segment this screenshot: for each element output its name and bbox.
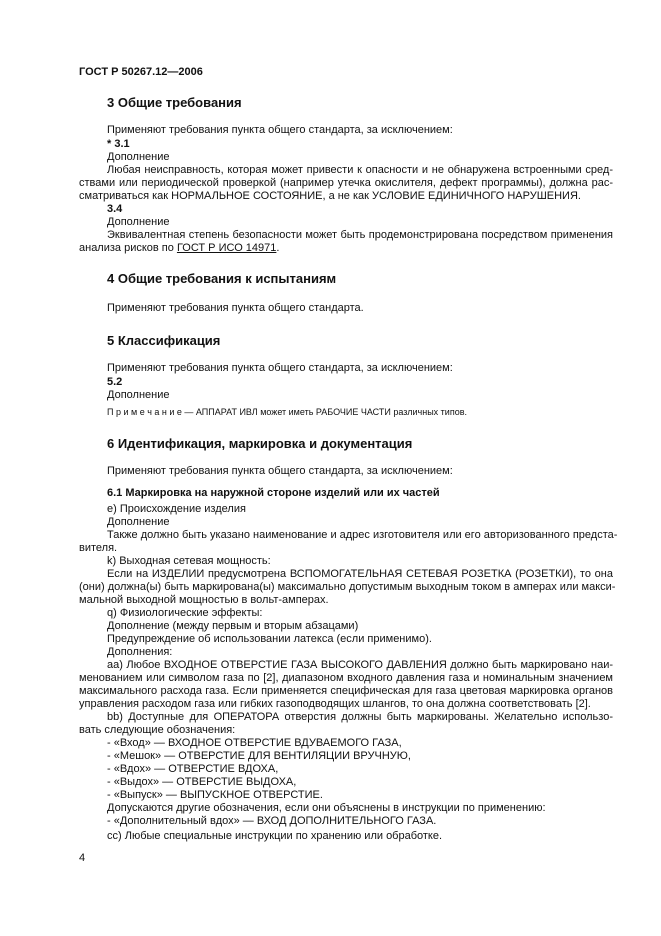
clause-3-1-text-3: сматриваться как НОРМАЛЬНОЕ СОСТОЯНИЕ, а не как УСЛОВИЕ ЕДИНИЧНОГО НАРУШЕНИЯ. — [79, 190, 581, 202]
document-header: ГОСТ Р 50267.12—2006 — [79, 66, 203, 78]
item-bb-text-2: вать следующие обозначения: — [79, 724, 236, 736]
list-item: - «Вход» — ВХОДНОЕ ОТВЕРСТИЕ ВДУВАЕМОГО ГАЗА, — [107, 737, 402, 749]
list-item: - «Выдох» — ОТВЕРСТИЕ ВЫДОХА, — [107, 776, 297, 788]
clause-5-2-label: Дополнение — [107, 389, 170, 401]
clause-3-1-text-2: ствами или периодической проверкой (например утечка окислителя, дефект программы), должна рас- — [79, 177, 613, 189]
clause-3-4-text-2-pre: анализа рисков по — [79, 242, 177, 254]
item-e-label: Дополнение — [107, 516, 170, 528]
clause-3-4-label: Дополнение — [107, 216, 170, 228]
item-q-text-2: Предупреждение об использовании латекса (если применимо). — [107, 633, 432, 645]
item-k-text-3: мальной выходной мощностью в вольт-амперах. — [79, 594, 329, 606]
section-5-heading: 5 Классификация — [107, 333, 221, 348]
item-q-text-1: Дополнение (между первым и вторым абзацами) — [107, 620, 359, 632]
item-aa-text-3: максимального расхода газа. Если применяется специфическая для газа цветовая маркировка органов — [79, 685, 613, 697]
item-e-text-1: Также должно быть указано наименование и адрес изготовителя или его авторизованного предста- — [107, 529, 618, 541]
section-4-heading: 4 Общие требования к испытаниям — [107, 271, 337, 286]
section-3-heading: 3 Общие требования — [107, 95, 242, 110]
section-4-text: Применяют требования пункта общего стандарта. — [107, 302, 364, 314]
list-item: - «Мешок» — ОТВЕРСТИЕ ДЛЯ ВЕНТИЛЯЦИИ ВРУЧНУЮ, — [107, 750, 411, 762]
item-q-text-3: Дополнения: — [107, 646, 173, 658]
clause-3-1-number: * 3.1 — [107, 138, 130, 150]
subsection-6-1-heading: 6.1 Маркировка на наружной стороне изделий или их частей — [107, 487, 440, 499]
page-number: 4 — [79, 852, 86, 864]
item-bb-text-1: bb) Доступные для ОПЕРАТОРА отверстия должны быть маркированы. Желательно использо- — [107, 711, 613, 723]
clause-3-4-text-2-post: . — [276, 242, 280, 254]
section-6-heading: 6 Идентификация, маркировка и документация — [107, 436, 413, 451]
item-aa-text-1: aa) Любое ВХОДНОЕ ОТВЕРСТИЕ ГАЗА ВЫСОКОГО ДАВЛЕНИЯ должно быть маркировано наи- — [107, 659, 613, 671]
item-bb-text-4: - «Дополнительный вдох» — ВХОД ДОПОЛНИТЕЛЬНОГО ГАЗА. — [107, 815, 437, 827]
clause-5-2-note: П р и м е ч а н и е — АППАРАТ ИВЛ может иметь РАБОЧИЕ ЧАСТИ различных типов. — [107, 407, 467, 417]
item-cc-text: cc) Любые специальные инструкции по хранению или обработке. — [107, 830, 443, 842]
item-bb-text-3: Допускаются другие обозначения, если они объяснены в инструкции по применению: — [107, 802, 546, 814]
section-5-intro: Применяют требования пункта общего стандарта, за исключением: — [107, 362, 453, 374]
list-item: - «Вдох» — ОТВЕРСТИЕ ВДОХА, — [107, 763, 279, 775]
standard-reference-link[interactable]: ГОСТ Р ИСО 14971 — [176, 242, 277, 254]
item-e-text-2: вителя. — [79, 542, 118, 554]
list-item: - «Выпуск» — ВЫПУСКНОЕ ОТВЕРСТИЕ. — [107, 789, 323, 801]
clause-3-4-text-2 — [79, 242, 279, 255]
clause-3-1-label: Дополнение — [107, 151, 170, 163]
clause-3-1-text-1: Любая неисправность, которая может привести к опасности и не обнаружена встроенными сред- — [107, 164, 613, 176]
item-k-text-1: Если на ИЗДЕЛИИ предусмотрена ВСПОМОГАТЕЛЬНАЯ СЕТЕВАЯ РОЗЕТКА (РОЗЕТКИ), то она — [107, 568, 613, 580]
item-k-text-2: (они) должна(ы) быть маркирована(ы) максимально допустимым выходным током в амперах или макси- — [79, 581, 616, 593]
item-e-title: e) Происхождение изделия — [107, 503, 246, 515]
clause-3-4-text-1: Эквивалентная степень безопасности может быть продемонстрирована посредством применения — [107, 229, 613, 241]
item-q-title: q) Физиологические эффекты: — [107, 607, 263, 619]
item-k-title: k) Выходная сетевая мощность: — [107, 555, 271, 567]
section-3-intro: Применяют требования пункта общего стандарта, за исключением: — [107, 124, 453, 136]
clause-3-4-number: 3.4 — [107, 203, 123, 215]
section-6-intro: Применяют требования пункта общего стандарта, за исключением: — [107, 465, 453, 477]
item-aa-text-2: менованием или символом газа по [2], диапазоном входного давления газа и номинальным значением — [79, 672, 613, 684]
clause-5-2-number: 5.2 — [107, 376, 123, 388]
item-aa-text-4: управления расходом газа или гибких газоподводящих шлангов, то она должна соответствовать [2]. — [79, 698, 591, 710]
